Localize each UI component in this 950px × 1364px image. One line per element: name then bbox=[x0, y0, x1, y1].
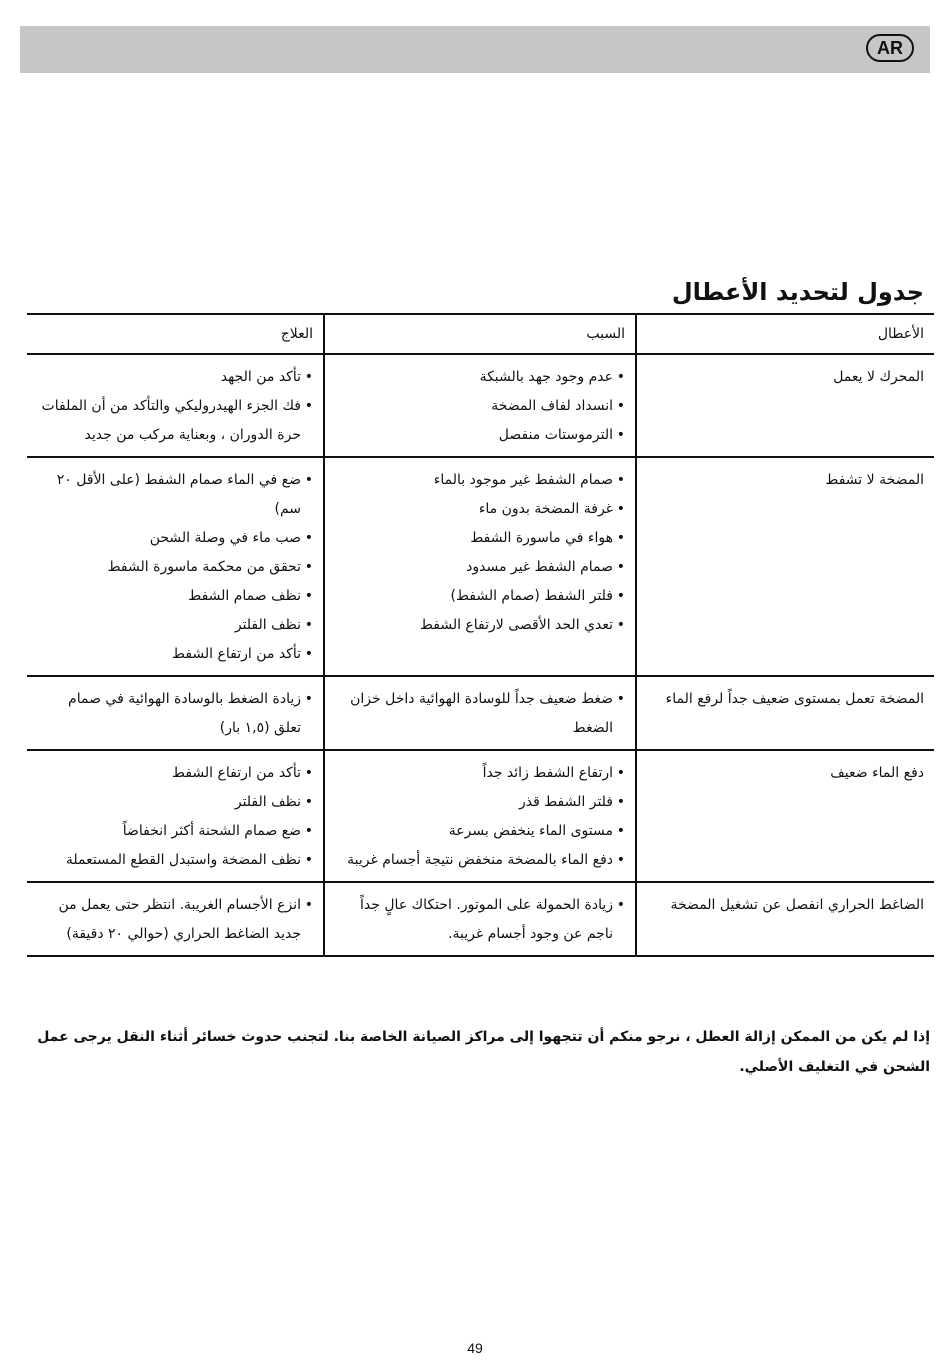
column-header-remedy: العلاج bbox=[27, 314, 324, 354]
page-title: جدول لتحديد الأعطال bbox=[671, 278, 924, 306]
remedy-item: • نظف المضخة واستبدل القطع المستعملة bbox=[37, 846, 313, 875]
cause-item: • هواء في ماسورة الشفط bbox=[335, 524, 625, 553]
table-header-row bbox=[27, 314, 934, 354]
cause-list bbox=[335, 685, 625, 743]
cause-list bbox=[335, 759, 625, 875]
remedy-list bbox=[37, 891, 313, 949]
remedy-cell bbox=[27, 882, 324, 956]
remedy-list bbox=[37, 466, 313, 669]
fault-cell bbox=[636, 457, 934, 676]
cause-item: • دفع الماء بالمضخة منخفض نتيجة أجسام غريبة bbox=[335, 846, 625, 875]
cause-item: • عدم وجود جهد بالشبكة bbox=[335, 363, 625, 392]
fault-cell bbox=[636, 882, 934, 956]
cause-item: • صمام الشفط غير مسدود bbox=[335, 553, 625, 582]
cause-item: • فلتر الشفط قذر bbox=[335, 788, 625, 817]
cause-item: • ارتفاع الشفط زائد جداً bbox=[335, 759, 625, 788]
column-header-fault: الأعطال bbox=[636, 314, 934, 354]
table-row bbox=[27, 354, 934, 457]
fault-text: الضاغط الحراري انفصل عن تشغيل المضخة bbox=[670, 897, 924, 913]
service-note: إذا لم يكن من الممكن إزالة العطل ، نرجو منكم أن تتجهوا إلى مراكز الصيانة الخاصة بنا. لتجنب حدوث خسائر أثناء النقل يرجى عمل الشحن في التغليف الأصلي. bbox=[37, 1029, 930, 1075]
cause-cell bbox=[324, 354, 636, 457]
cause-cell bbox=[324, 750, 636, 882]
remedy-item: • تأكد من الجهد bbox=[37, 363, 313, 392]
remedy-item: • انزع الأجسام الغريبة. انتظر حتى يعمل من جديد الضاغط الحراري (حوالي ٢٠ دقيقة) bbox=[37, 891, 313, 949]
fault-text: المحرك لا يعمل bbox=[833, 369, 924, 385]
cause-item: • زيادة الحمولة على الموتور. احتكاك عالٍ جداً ناجم عن وجود أجسام غريبة. bbox=[335, 891, 625, 949]
remedy-item: • تأكد من ارتفاع الشفط bbox=[37, 759, 313, 788]
remedy-item: • نظف الفلتر bbox=[37, 611, 313, 640]
cause-item: • ضغط ضعيف جداً للوسادة الهوائية داخل خزان الضغط bbox=[335, 685, 625, 743]
remedy-item: • نظف صمام الشفط bbox=[37, 582, 313, 611]
fault-cell bbox=[636, 676, 934, 750]
language-badge: AR bbox=[866, 34, 914, 62]
cause-list bbox=[335, 466, 625, 640]
cause-list bbox=[335, 363, 625, 450]
fault-text: دفع الماء ضعيف bbox=[830, 765, 924, 781]
remedy-list bbox=[37, 363, 313, 450]
remedy-cell bbox=[27, 457, 324, 676]
header-bar bbox=[20, 26, 930, 73]
cause-item: • صمام الشفط غير موجود بالماء bbox=[335, 466, 625, 495]
cause-item: • انسداد لفاف المضخة bbox=[335, 392, 625, 421]
fault-text: المضخة لا تشفط bbox=[825, 472, 924, 488]
cause-cell bbox=[324, 457, 636, 676]
table-row bbox=[27, 676, 934, 750]
cause-item: • فلتر الشفط (صمام الشفط) bbox=[335, 582, 625, 611]
remedy-cell bbox=[27, 676, 324, 750]
troubleshooting-table bbox=[27, 313, 934, 957]
remedy-item: • ضع في الماء صمام الشفط (على الأقل ٢٠ سم) bbox=[37, 466, 313, 524]
fault-cell bbox=[636, 750, 934, 882]
remedy-item: • تحقق من محكمة ماسورة الشفط bbox=[37, 553, 313, 582]
table-row bbox=[27, 882, 934, 956]
remedy-list bbox=[37, 685, 313, 743]
fault-cell bbox=[636, 354, 934, 457]
remedy-list bbox=[37, 759, 313, 875]
remedy-cell bbox=[27, 750, 324, 882]
fault-text: المضخة تعمل بمستوى ضعيف جداً لرفع الماء bbox=[665, 691, 924, 707]
page-number: 49 bbox=[467, 1340, 483, 1356]
cause-item: • مستوى الماء ينخفض بسرعة bbox=[335, 817, 625, 846]
column-header-cause: السبب bbox=[324, 314, 636, 354]
cause-cell bbox=[324, 676, 636, 750]
cause-item: • غرفة المضخة بدون ماء bbox=[335, 495, 625, 524]
remedy-item: • زيادة الضغط بالوسادة الهوائية في صمام تعلق (١,٥ بار) bbox=[37, 685, 313, 743]
cause-item: • تعدي الحد الأقصى لارتفاع الشفط bbox=[335, 611, 625, 640]
cause-list bbox=[335, 891, 625, 949]
remedy-item: • تأكد من ارتفاع الشفط bbox=[37, 640, 313, 669]
table-row bbox=[27, 457, 934, 676]
remedy-cell bbox=[27, 354, 324, 457]
table-body bbox=[27, 354, 934, 956]
table-row bbox=[27, 750, 934, 882]
remedy-item: • نظف الفلتر bbox=[37, 788, 313, 817]
cause-cell bbox=[324, 882, 636, 956]
remedy-item: • صب ماء في وصلة الشحن bbox=[37, 524, 313, 553]
remedy-item: • ضع صمام الشحنة أكثر انخفاضاً bbox=[37, 817, 313, 846]
cause-item: • الترموستات منفصل bbox=[335, 421, 625, 450]
remedy-item: • فك الجزء الهيدروليكي والتأكد من أن الملفات حرة الدوران ، وبعناية مركب من جديد bbox=[37, 392, 313, 450]
